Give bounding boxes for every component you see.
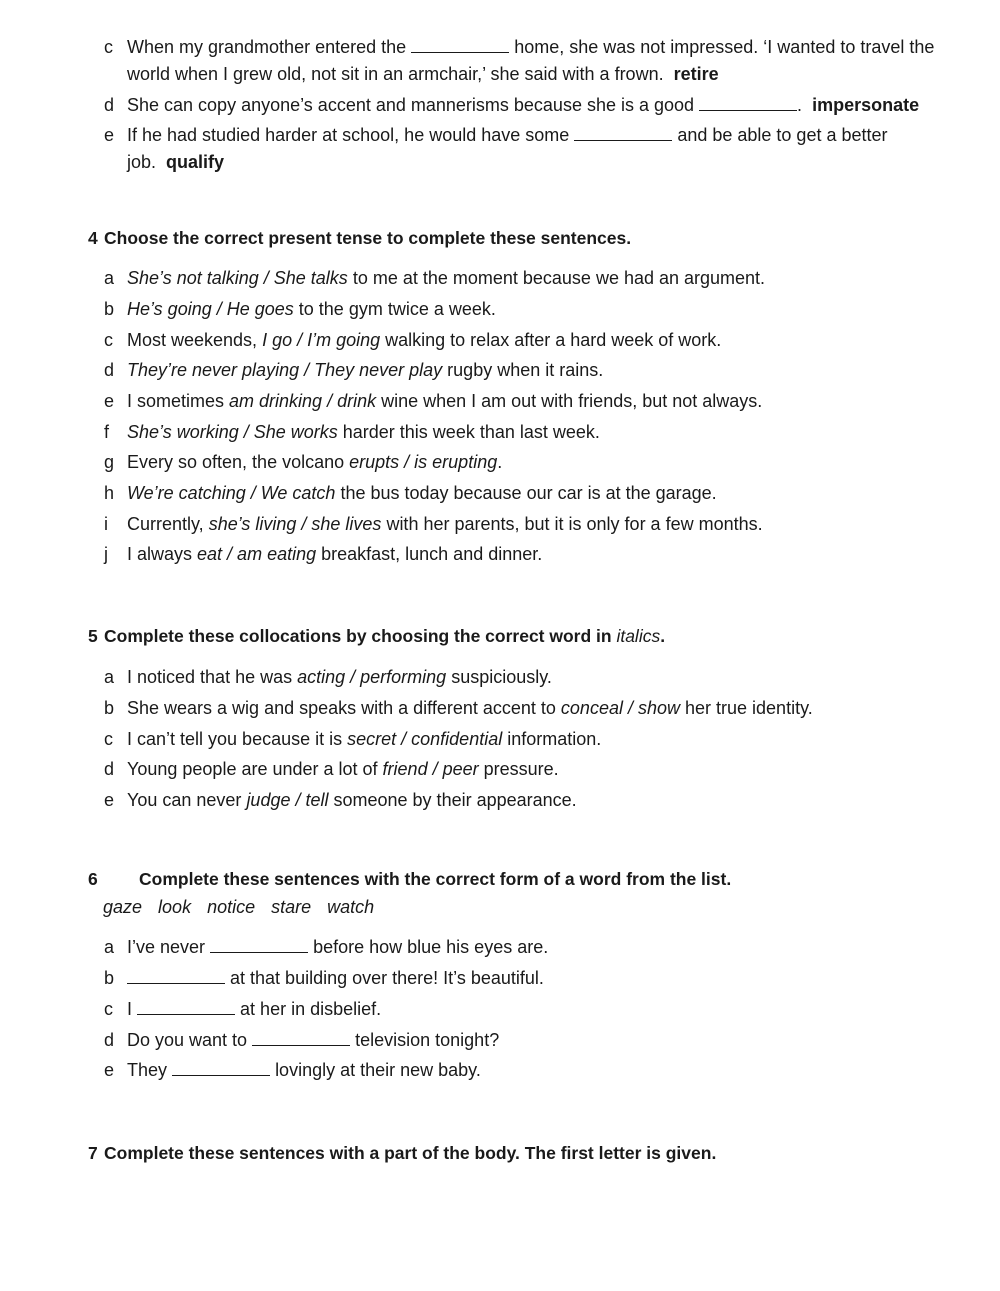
exercise-3-item-c	[104, 34, 964, 88]
exercise-5-item: e You can never judge / tell someone by their appearance.	[104, 790, 577, 810]
choice-options[interactable]: conceal / show	[560, 698, 680, 718]
choice-options[interactable]: I go / I’m going	[262, 330, 381, 350]
word-list-item: watch	[327, 897, 375, 917]
choice-options[interactable]: acting / performing	[297, 667, 447, 687]
item-label: d	[104, 95, 115, 115]
exercise-5-item: d Young people are under a lot of friend / peer pressure.	[104, 759, 559, 779]
exercise-4-item: c Most weekends, I go / I’m going walking to relax after a hard week of work.	[104, 330, 722, 350]
exercise-title: Complete these collocations by choosing the correct word in italics.	[104, 626, 666, 646]
answer-blank[interactable]	[252, 1030, 350, 1046]
item-text: She can copy anyone’s accent and mannerisms because she is a good . impersonate	[127, 95, 920, 115]
answer-blank[interactable]	[411, 37, 509, 53]
exercise-title: Complete these sentences with the correct form of a word from the list.	[139, 869, 732, 889]
choice-options[interactable]: judge / tell	[246, 790, 329, 810]
exercise-6-item: c I at her in disbelief.	[104, 999, 382, 1019]
item-label: c	[104, 37, 113, 57]
exercise-4-item: f She’s working / She works harder this week than last week.	[104, 422, 600, 442]
item-text: If he had studied harder at school, he would have some and be able to get a better job. qualify	[127, 125, 888, 172]
word-list-item: look	[158, 897, 192, 917]
item-label: e	[104, 125, 115, 145]
exercise-5-item: a I noticed that he was acting / performing suspiciously.	[104, 667, 552, 687]
exercise-4-item: g Every so often, the volcano erupts / is erupting.	[104, 452, 503, 472]
answer-blank[interactable]	[210, 937, 308, 953]
exercise-4-heading	[88, 225, 968, 251]
exercise-title: Choose the correct present tense to complete these sentences.	[104, 228, 632, 248]
exercise-title: Complete these sentences with a part of the body. The first letter is given.	[104, 1143, 717, 1163]
choice-options[interactable]: They’re never playing / They never play	[127, 360, 443, 380]
exercise-4-item: b He’s going / He goes to the gym twice a week.	[104, 299, 496, 319]
exercise-7-heading	[88, 1140, 968, 1166]
exercise-4-item: j I always eat / am eating breakfast, lunch and dinner.	[104, 544, 543, 564]
exercise-5-item: b She wears a wig and speaks with a different accent to conceal / show her true identity.	[104, 698, 813, 718]
answer-blank[interactable]	[699, 95, 797, 111]
word-list-item: notice	[207, 897, 256, 917]
word-list-item: stare	[271, 897, 312, 917]
exercise-5-heading	[88, 623, 968, 649]
exercise-4-item: a She’s not talking / She talks to me at the moment because we had an argument.	[104, 268, 766, 288]
exercise-number: 6	[88, 869, 98, 889]
answer-blank[interactable]	[172, 1060, 270, 1076]
choice-options[interactable]: We’re catching / We catch	[127, 483, 336, 503]
choice-options[interactable]: She’s working / She works	[127, 422, 338, 442]
item-text: When my grandmother entered the home, she was not impressed. ‘I wanted to travel the world when I grew old, not sit in an armchair,’ she said with a frown. retire	[127, 37, 935, 84]
exercise-4-item: h We’re catching / We catch the bus today because our car is at the garage.	[104, 483, 717, 503]
choice-options[interactable]: friend / peer	[382, 759, 479, 779]
answer-blank[interactable]	[137, 999, 235, 1015]
exercise-4-item: d They’re never playing / They never play rugby when it rains.	[104, 360, 604, 380]
answer-blank[interactable]	[127, 968, 225, 984]
choice-options[interactable]: secret / confidential	[347, 729, 503, 749]
word-list	[103, 894, 390, 920]
exercise-number: 4	[88, 228, 98, 248]
exercise-3-item-d	[104, 92, 984, 118]
exercise-6-item: b at that building over there! It’s beautiful.	[104, 968, 544, 988]
keyword: impersonate	[812, 95, 920, 115]
exercise-number: 7	[88, 1143, 98, 1163]
exercise-6-item: a I’ve never before how blue his eyes are.	[104, 937, 549, 957]
choice-options[interactable]: eat / am eating	[197, 544, 317, 564]
choice-options[interactable]: she’s living / she lives	[208, 514, 382, 534]
choice-options[interactable]: She’s not talking / She talks	[127, 268, 348, 288]
keyword: retire	[673, 64, 719, 84]
exercise-3-item-e	[104, 122, 964, 176]
exercise-4-item: i Currently, she’s living / she lives with her parents, but it is only for a few months.	[104, 514, 763, 534]
word-list-item: gaze	[103, 897, 143, 917]
choice-options[interactable]: am drinking / drink	[229, 391, 377, 411]
exercise-5-item: c I can’t tell you because it is secret / confidential information.	[104, 729, 602, 749]
choice-options[interactable]: erupts / is erupting	[349, 452, 498, 472]
exercise-4-item: e I sometimes am drinking / drink wine when I am out with friends, but not always.	[104, 391, 763, 411]
choice-options[interactable]: He’s going / He goes	[127, 299, 294, 319]
answer-blank[interactable]	[574, 125, 672, 141]
exercise-6-item: e They lovingly at their new baby.	[104, 1060, 481, 1080]
keyword: qualify	[166, 152, 225, 172]
exercise-number: 5	[88, 626, 98, 646]
exercise-6-item: d Do you want to television tonight?	[104, 1030, 500, 1050]
